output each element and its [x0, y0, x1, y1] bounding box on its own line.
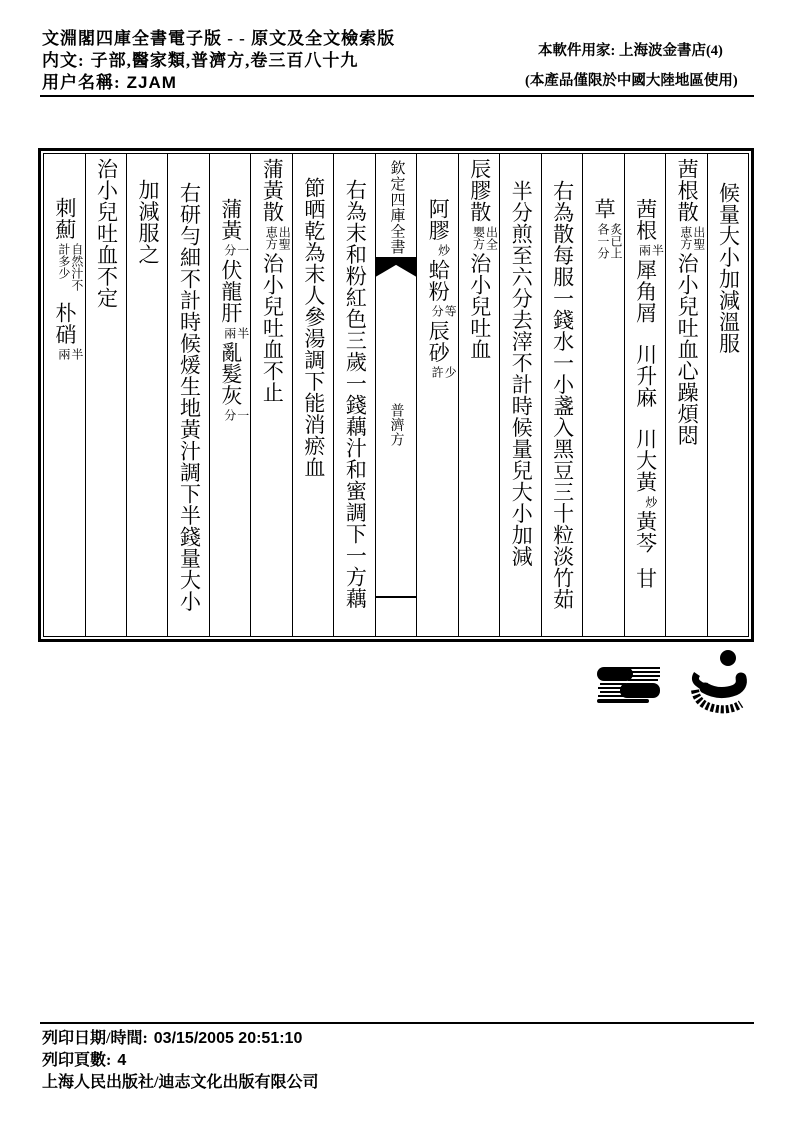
- annotation-line: 分: [222, 244, 237, 256]
- annotation-note: [437, 244, 450, 256]
- annotation-line: 一: [235, 409, 250, 421]
- licensee-label: 本軟件用家:: [538, 43, 616, 59]
- annotation-line: 炒: [643, 495, 658, 508]
- header-divider: [40, 95, 754, 97]
- annotation-line: 出全: [484, 225, 499, 250]
- column-text: 草: [592, 198, 617, 220]
- annotation-note: [430, 305, 456, 317]
- column-text: 半分煎至六分去滓不計時候量兒大小加減: [509, 180, 534, 567]
- page-count-value: 4: [117, 1052, 127, 1069]
- user-value: ZJAM: [126, 73, 177, 92]
- header-left: [42, 28, 395, 94]
- footer-divider: [40, 1022, 754, 1024]
- header-right: [525, 36, 765, 96]
- print-datetime-line: [42, 1028, 318, 1050]
- fishtail-marker-icon: [376, 257, 416, 277]
- column-gap: [645, 554, 646, 568]
- licensee-value: 上海波金書店(4): [618, 43, 723, 59]
- page-count-label: 列印頁數:: [42, 1052, 112, 1069]
- column-text-flow: [127, 154, 167, 636]
- annotation-line: 嬰方: [471, 225, 486, 250]
- column-text: 茜根: [633, 198, 658, 241]
- annotation-line: 半: [69, 348, 84, 360]
- column-text-flow: [708, 154, 748, 636]
- annotation-line: 恵方: [678, 225, 693, 250]
- annotation-note: [223, 409, 249, 421]
- content-label: 内文:: [42, 51, 85, 70]
- column-text-flow: [459, 154, 499, 636]
- column-text-flow: [210, 154, 250, 636]
- user-line: [42, 72, 395, 94]
- column-text: 右為散每服一錢水一小盞入黑豆三十粒淡竹茹: [550, 180, 575, 610]
- annotation-line: 分: [430, 305, 445, 317]
- column-gap: [65, 294, 66, 302]
- column-text: 黃芩: [633, 510, 658, 554]
- page-count-line: [42, 1050, 318, 1072]
- annotation-line: 出聖: [277, 225, 292, 250]
- book-columns: [43, 153, 749, 637]
- column-text-flow: [86, 154, 126, 636]
- column-text-flow: [625, 154, 665, 636]
- column-text-flow: [666, 154, 706, 636]
- column-text-flow: [251, 154, 291, 636]
- column-text: 候量大小加減溫服: [716, 182, 741, 354]
- column-text: 治小兒吐血: [467, 252, 492, 360]
- column-text: 蒲黃: [218, 198, 243, 241]
- text-column: [624, 154, 665, 636]
- annotation-note: [644, 496, 657, 508]
- column-text: 加減服之: [135, 179, 160, 265]
- annotation-note: [223, 327, 249, 339]
- text-column: [541, 154, 582, 636]
- text-column: [292, 154, 333, 636]
- column-text: 節晒乾為末人參湯調下能消瘀血: [301, 177, 326, 478]
- column-text-flow: [334, 154, 374, 636]
- text-column: [416, 154, 457, 636]
- column-gap: [645, 408, 646, 428]
- column-gap: [645, 324, 646, 344]
- column-text-flow: [293, 154, 333, 636]
- annotation-note: [637, 244, 663, 256]
- column-text: 辰膠散: [467, 158, 492, 223]
- column-text: 朴硝: [53, 302, 78, 345]
- print-datetime-value: 03/15/2005 20:51:10: [153, 1030, 303, 1047]
- annotation-note: [57, 243, 83, 291]
- annotation-line: 兩: [637, 244, 652, 256]
- text-column: [665, 154, 706, 636]
- column-text-flow: [500, 154, 540, 636]
- text-column: [85, 154, 126, 636]
- column-text-flow: [168, 154, 208, 636]
- annotation-line: 自然汁不: [69, 243, 84, 291]
- licensee-line: [525, 36, 765, 66]
- column-text: 亂髮灰: [218, 341, 243, 406]
- column-text-flow: [417, 154, 457, 636]
- center-fold-line: [376, 596, 416, 598]
- annotation-line: 等: [443, 305, 458, 317]
- column-text-flow: [542, 154, 582, 636]
- annotation-line: 兩: [222, 326, 237, 339]
- column-text-flow: [44, 154, 84, 636]
- text-column: [458, 154, 499, 636]
- column-text: 治小兒吐血不止: [260, 252, 285, 403]
- series-title: 欽定四庫全書: [388, 160, 405, 255]
- column-text: 茜根散: [675, 158, 700, 223]
- print-datetime-label: 列印日期/時間:: [42, 1030, 148, 1047]
- annotation-note: [679, 226, 705, 250]
- annotation-line: 炒: [436, 244, 451, 256]
- annotation-line: 許: [430, 366, 445, 378]
- column-text: 右研勻細不計時候煖生地黃汁調下半錢量大小: [177, 182, 202, 612]
- annotation-line: 少: [443, 366, 458, 378]
- user-label: 用户名稱:: [42, 73, 121, 92]
- column-text: 犀角屑: [633, 259, 658, 324]
- content-value: 子部,醫家類,普濟方,卷三百八十九: [90, 51, 359, 70]
- center-fold-column: [375, 154, 416, 636]
- scanned-page-frame: [38, 148, 754, 642]
- column-text: 伏龍肝: [218, 259, 243, 324]
- publisher-ink-swirl-logo-icon: [687, 646, 749, 722]
- annotation-line: 一: [235, 244, 250, 256]
- text-column: [250, 154, 291, 636]
- column-text: 辰砂: [426, 320, 451, 363]
- stacked-books-logo-icon: [592, 664, 666, 706]
- annotation-line: 恵方: [264, 225, 279, 250]
- annotation-note: [264, 226, 290, 250]
- column-text: 蛤粉: [426, 259, 451, 302]
- text-column: [126, 154, 167, 636]
- footer: [42, 1028, 318, 1094]
- annotation-line: 分: [222, 409, 237, 421]
- annotation-note: [596, 223, 622, 259]
- text-column: [707, 154, 748, 636]
- text-column: [582, 154, 623, 636]
- text-column: [167, 154, 208, 636]
- annotation-note: [223, 244, 249, 256]
- publisher-line: 上海人民出版社/迪志文化出版有限公司: [42, 1074, 319, 1091]
- text-column: [499, 154, 540, 636]
- column-text: 刺薊: [53, 197, 78, 240]
- annotation-note: [472, 226, 498, 250]
- text-column: [333, 154, 374, 636]
- annotation-line: 計多少: [56, 243, 71, 279]
- annotation-line: 各一分: [595, 222, 610, 259]
- column-text: 甘: [633, 567, 658, 589]
- column-text: 治小兒吐血心躁煩悶: [675, 252, 700, 446]
- content-line: [42, 50, 395, 72]
- text-column: [44, 154, 84, 636]
- column-text: 川升麻: [633, 343, 658, 408]
- column-text: 治小兒吐血不定: [94, 158, 119, 309]
- column-text: 右為末和粉紅色三歲一錢藕汁和蜜調下一方藕: [343, 179, 368, 609]
- text-column: [209, 154, 250, 636]
- annotation-line: 半: [650, 244, 665, 256]
- column-text: 蒲黃散: [260, 158, 285, 223]
- product-title: 文淵閣四庫全書電子版 - - 原文及全文檢索版: [42, 29, 396, 48]
- book-title: 普濟方: [388, 402, 404, 447]
- annotation-line: 兩: [56, 348, 71, 360]
- license-restriction: (本產品僅限於中國大陸地區使用): [525, 73, 738, 89]
- column-text: 阿膠: [426, 198, 451, 241]
- annotation-line: 出聖: [691, 225, 706, 250]
- annotation-line: 半: [235, 326, 250, 339]
- annotation-note: [57, 348, 83, 360]
- annotation-line: 炙已上: [608, 222, 623, 259]
- annotation-note: [430, 366, 456, 378]
- column-text: 川大黃: [633, 428, 658, 493]
- column-text-flow: [583, 154, 623, 636]
